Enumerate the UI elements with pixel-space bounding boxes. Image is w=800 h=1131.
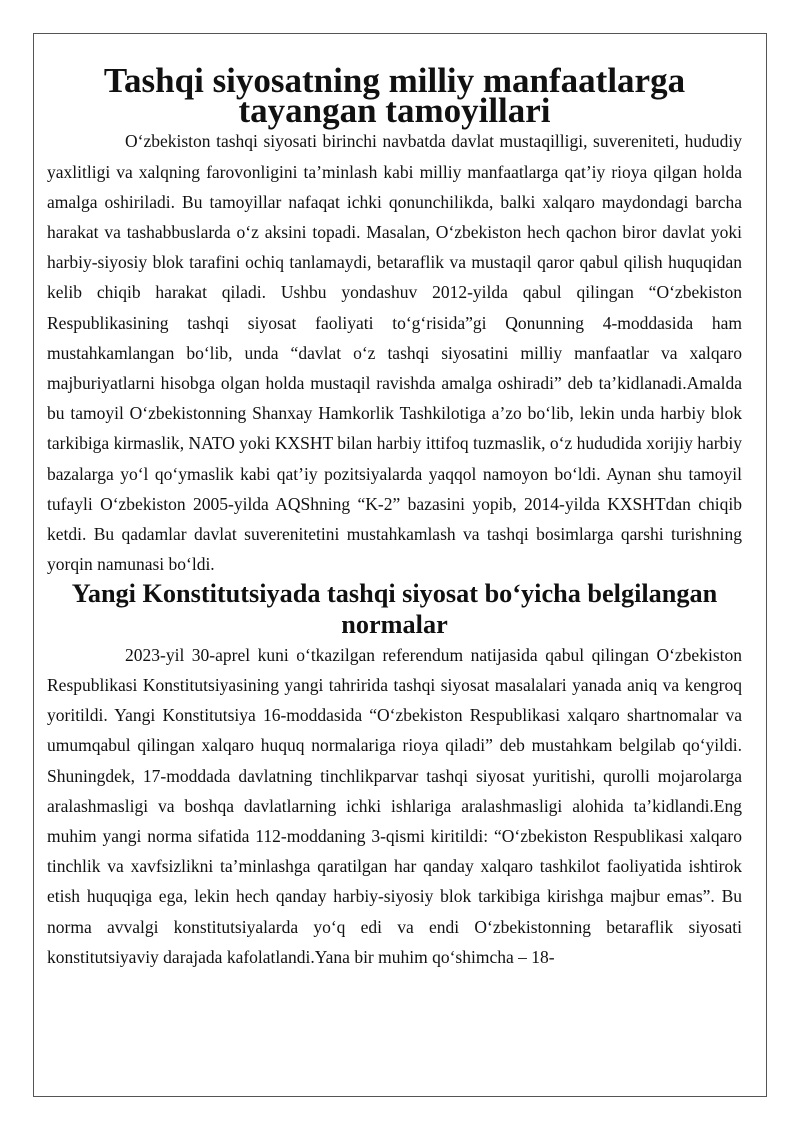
section-paragraph-principles: O‘zbekiston tashqi siyosati birinchi navbatda davlat mustaqilligi, suvereniteti, hududiy yaxlitligi va xalqning farovonligini ta’minlash kabi milliy manfaatlarga qat’iy rioya qilgan holda amalga oshiriladi. Bu tamoyillar nafaqat ichki qonunchilikda, balki xalqaro maydondagi barcha harakat va tashabbuslarda o‘z aksini topadi. Masalan, O‘zbekiston hech qachon biror davlat yoki harbiy-siyosiy blok tarafini ochiq tanlamaydi, betaraflik va mustaqil qaror qabul qilish huquqidan kelib chiqib harakat qiladi. Ushbu yondashuv 2012-yilda qabul qilingan “O‘zbekiston Respublikasining tashqi siyosat faoliyati to‘g‘risida”gi Qonunning 4-moddasida ham mustahkamlangan bo‘lib, unda “davlat o‘z tashqi siyosatini milliy manfaatlar va xalqaro majburiyatlarni hisobga olgan holda mustaqil ravishda amalga oshiradi” deb ta’kidlanadi.Amalda bu tamoyil O‘zbekistonning Shanxay Hamkorlik Tashkilotiga a’zo bo‘lib, lekin unda harbiy blok tarkibiga kirmaslik, NATO yoki KXSHT bilan harbiy ittifoq tuzmaslik, o‘z hududida xorijiy harbiy bazalarga yo‘l qo‘ymaslik kabi qat’iy pozitsiyalarda yaqqol namoyon bo‘ldi. Aynan shu tamoyil tufayli O‘zbekiston 2005-yilda AQShning “K-2” bazasini yopib, 2014-yilda KXSHTdan chiqib ketdi. Bu qadamlar davlat suverenitetini mustahkamlash va tashqi bosimlarga qarshi turishning yorqin namunasi bo‘ldi. [47,131,742,575]
section-heading-constitution: Yangi Konstitutsiyada tashqi siyosat bo‘yicha belgilangan normalar [71,579,718,639]
section-paragraph-constitution: 2023-yil 30-aprel kuni o‘tkazilgan referendum natijasida qabul qilingan O‘zbekiston Respublikasi Konstitutsiyasining yangi tahririda tashqi siyosat masalalari yanada aniq va kengroq yoritildi. Yangi Konstitutsiya 16-moddasida “O‘zbekiston Respublikasi xalqaro shartnomalar va umumqabul qilingan xalqaro huquq normalariga rioya qiladi” deb mustahkam belgilab qo‘yildi. Shuningdek, 17-moddada davlatning tinchlikparvar tashqi siyosat yuritishi, qurolli mojarolarga aralashmasligi va boshqa davlatlarning ichki ishlariga aralashmasligi alohida ta’kidlandi.Eng muhim yangi norma sifatida 112-moddaning 3-qismi kiritildi: “O‘zbekiston Respublikasi xalqaro tinchlik va xavfsizlikni ta’minlashga qaratilgan har qanday xalqaro tashkilot faoliyatida ishtirok etish huquqiga ega, lekin hech qanday harbiy-siyosiy blok tarkibiga kirishga majbur emas”. Bu norma avvalgi konstitutsiyalarda yo‘q edi va endi O‘zbekistonning betaraflik siyosati konstitutsiyaviy darajada kafolatlandi.Yana bir muhim qo‘shimcha – 18- [47,644,742,967]
section-heading-principles: Tashqi siyosatning milliy manfaatlarga tayangan tamoyillari [103,61,686,131]
document-body [47,61,742,972]
